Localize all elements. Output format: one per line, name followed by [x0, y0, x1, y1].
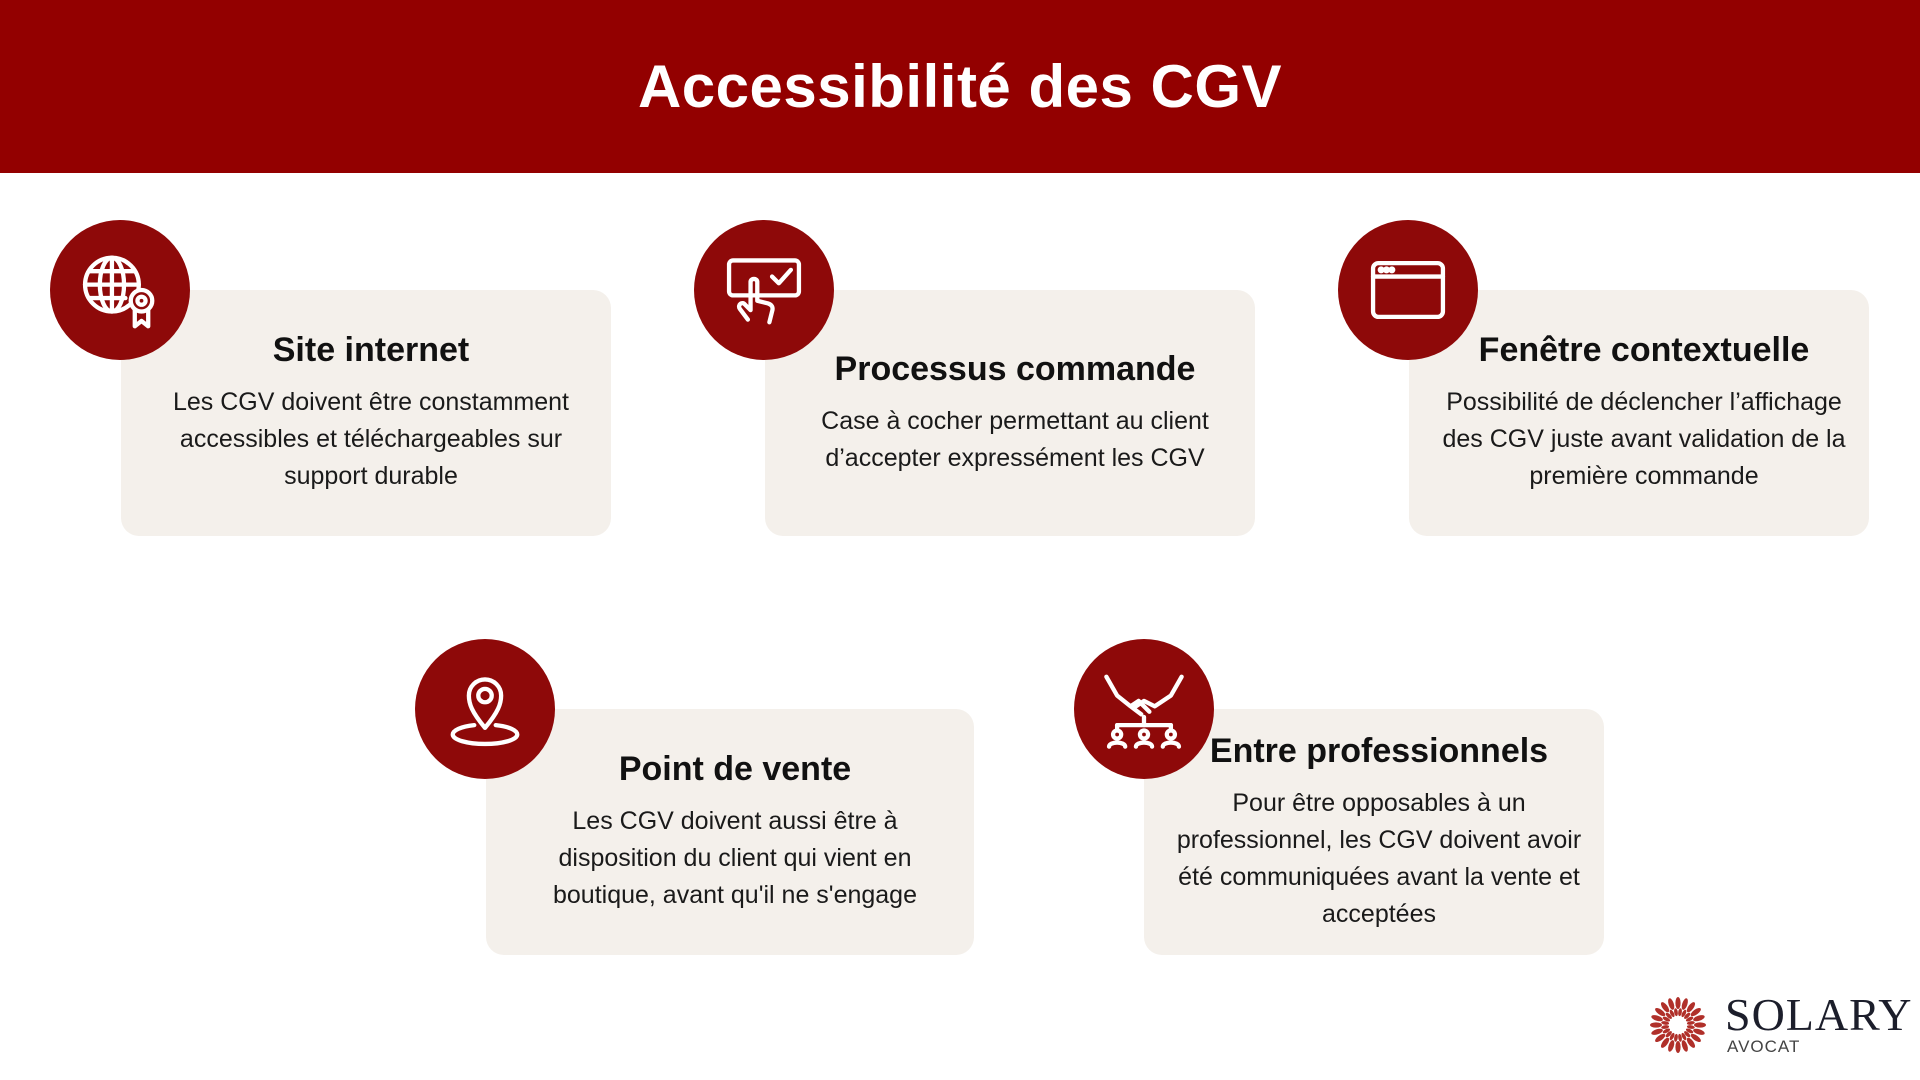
card-title: Point de vente — [618, 750, 852, 788]
globe-certificate-icon — [50, 220, 190, 360]
card-processus-commande — [765, 290, 1255, 536]
card-body: Possibilité de déclencher l’affichage des CGV juste avant validation de la première commande — [1442, 388, 1846, 490]
handshake-network-icon — [1074, 639, 1214, 779]
logo-subtitle: AVOCAT — [1727, 1037, 1801, 1056]
logo-name: SOLARY — [1725, 989, 1913, 1040]
card-title: Processus commande — [834, 349, 1196, 388]
card-title: Site internet — [272, 331, 470, 369]
card-body: Les CGV doivent aussi être à disposition du client qui vient en boutique, avant qu'il ne s'engage — [552, 807, 917, 909]
card-entre-professionnels — [1144, 709, 1604, 955]
header-banner — [0, 0, 1920, 173]
location-pin-icon — [415, 639, 555, 779]
sunburst-logo-icon — [1645, 992, 1711, 1058]
card-body: Pour être opposables à un professionnel, les CGV doivent avoir été communiquées avant la vente et acceptées — [1176, 788, 1582, 928]
card-site-internet — [121, 290, 611, 536]
card-body: Les CGV doivent être constamment accessibles et téléchargeables sur support durable — [172, 388, 570, 490]
solary-logo — [1645, 989, 1913, 1058]
card-body: Case à cocher permettant au client d’accepter expressément les CGV — [821, 406, 1209, 472]
page-title: Accessibilité des CGV — [637, 53, 1283, 120]
card-title: Fenêtre contextuelle — [1478, 331, 1810, 369]
card-title: Entre professionnels — [1209, 731, 1549, 770]
card-fenetre-contextuelle — [1409, 290, 1869, 536]
touch-checkbox-icon — [694, 220, 834, 360]
card-point-de-vente — [486, 709, 974, 955]
browser-window-icon — [1338, 220, 1478, 360]
